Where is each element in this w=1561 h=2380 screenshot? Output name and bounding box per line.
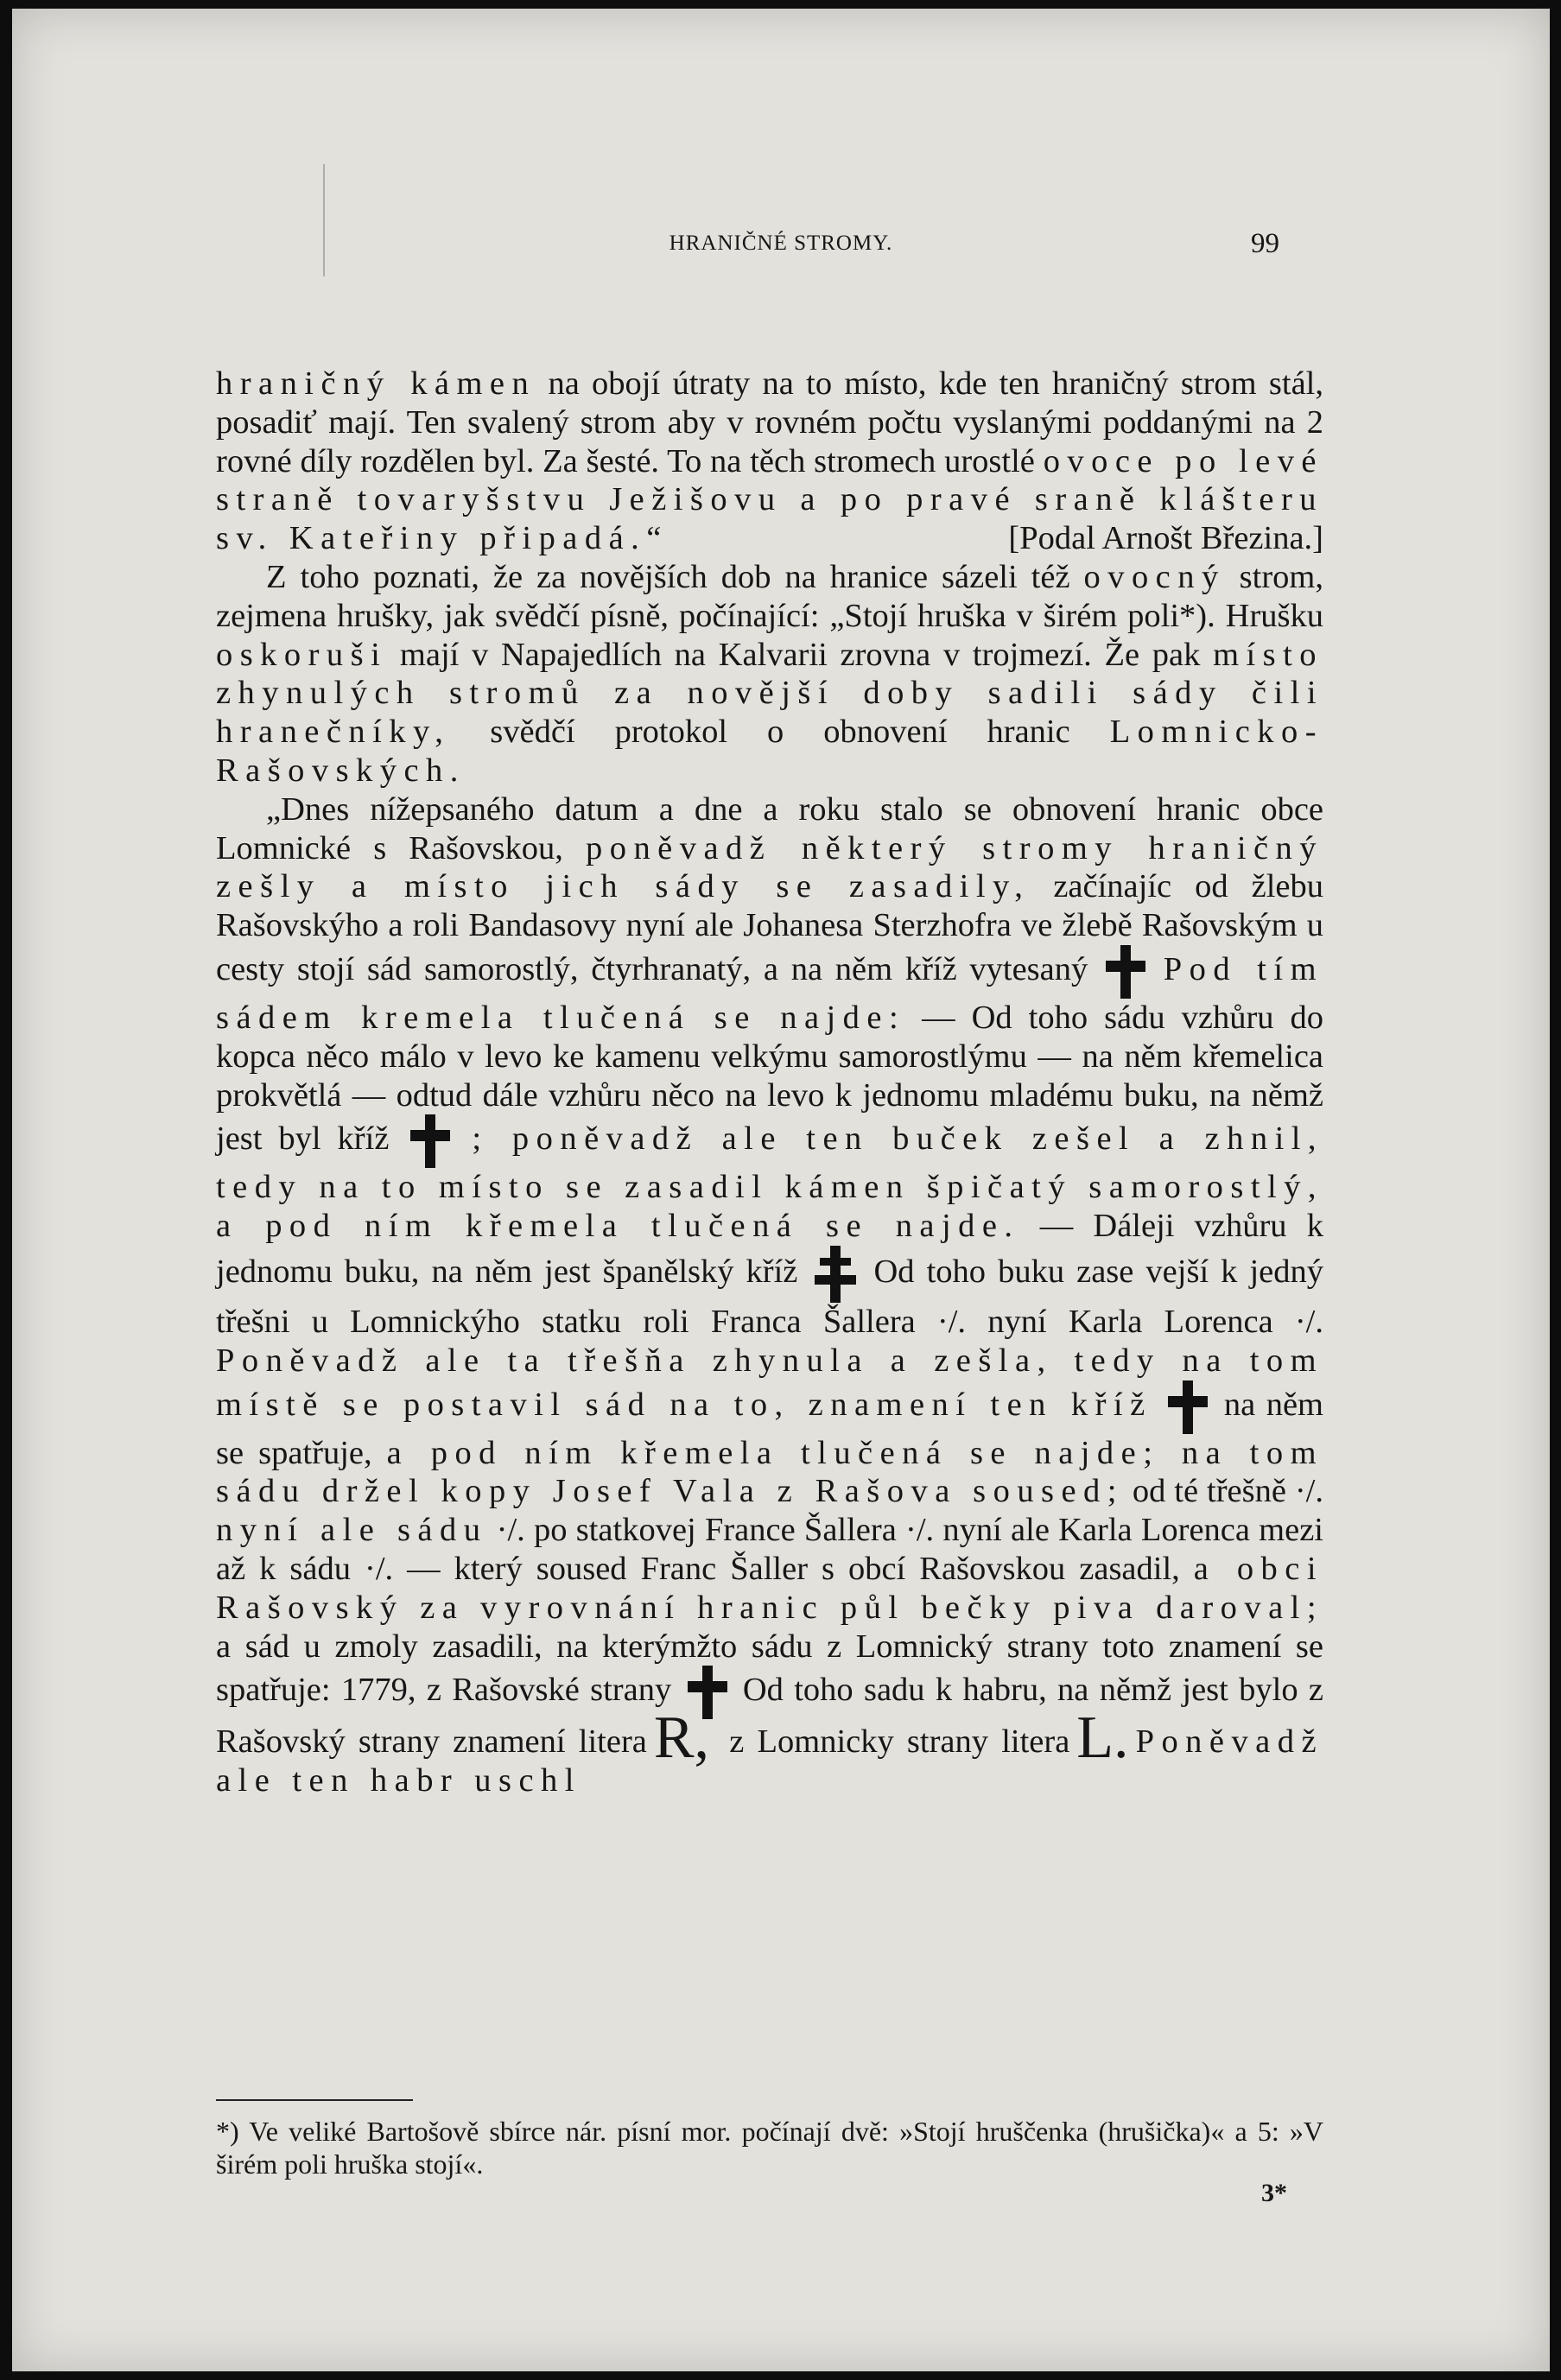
cross-symbol [410, 1114, 450, 1168]
signature-mark: 3* [1261, 2179, 1287, 2207]
cross-symbol [1168, 1380, 1208, 1434]
text-run: Od toho sadu k habru, na němž jest bylo z Rašovský strany znamení litera [216, 1672, 1324, 1761]
spaced-text: nyní ale sádu [216, 1512, 488, 1549]
main-text [216, 365, 1323, 1800]
paragraph-2 [216, 558, 1323, 790]
spaced-text: místo zhynulých stromů za novější doby sadili sády čili hranečníky, [216, 636, 1323, 751]
text-run: — Od toho sádu vzhůru do kopca něco málo v levo ke kamenu velkýmu samorostlýmu — na něm křemelica prokvětlá — odtud dále vzhůru něco na levo k jednomu mladému buku, na němž jest byl kříž [216, 999, 1324, 1158]
footnote: *) Ve veliké Bartošově sbírce nár. písní mor. počínají dvě: »Stojí hruščenka (hrušička)« a 5: »V širém poli hruška stojí«. [216, 2116, 1323, 2180]
spaced-text: ; poněvadž ale ten buček zešel a zhnil, tedy na to místo se zasadil kámen špičatý samorostlý, a pod ním křemela tlučená se najde. [216, 1120, 1323, 1245]
text-run: na něm se spatřuje, [216, 1386, 1324, 1471]
text-run: mají v Napajedlích na Kalvarii zrovna v trojmezí. Že pak [387, 636, 1214, 673]
text-run: svědčí protokol o obnovení hranic [450, 714, 1110, 751]
spaced-text: Lomnicko-Rašovských. [216, 714, 1323, 789]
carved-letter-r: R, [653, 1704, 710, 1772]
attribution: [Podal Arnošt Březina.] [1008, 520, 1323, 557]
spanish-cross-symbol [815, 1246, 856, 1303]
spaced-text: Poněvadž ale ten habr uschl [216, 1723, 1323, 1799]
text-run: od té třešně ·/. [1123, 1473, 1323, 1510]
spaced-text: a obci Rašovský za vyrovnání hranic půl bečky piva daroval; [216, 1550, 1323, 1626]
text-run: ·/. po statkovej France Šallera ·/. nyní ale Karla Lorenca mezi až k sádu ·/. — který soused Franc Šaller s obcí Rašovskou zasadil, [216, 1512, 1323, 1587]
paragraph-1 [216, 365, 1323, 558]
text-run: Od toho buku zase vejší k jedný třešni u Lomnickýho statku roli Franca Šallera ·/. nyní Karla Lorenca ·/. [216, 1253, 1324, 1340]
paragraph-3 [216, 790, 1323, 1800]
text-run: strom, zejmena hrušky, jak svědčí písně, počínající: „Stojí hruška v širém poli*). Hrušku [216, 558, 1323, 634]
book-page [12, 9, 1550, 2371]
spaced-text: Pod tím sádem kremela tlučená se najde: [216, 950, 1324, 1036]
text-run: z Lomnicky strany litera [716, 1723, 1070, 1761]
page-number: 99 [1251, 228, 1279, 259]
cross-symbol [1106, 945, 1145, 999]
spaced-text: a pod ním křemela tlučená se najde; na tom sádu držel kopy Josef Vala z Rašova soused; [216, 1434, 1323, 1510]
text-run: na obojí útraty na to místo, kde ten hraničný strom stál, posadiť mají. Ten svalený strom aby v rovném počtu vyslanými poddanými na 2 rovné díly rozdělen byl. Za šesté. To na těch stromech urostlé [216, 365, 1323, 479]
spaced-text: Poněvadž ale ta třešňa zhynula a zešla, tedy na tom místě se postavil sád na to, znamení ten kříž [216, 1342, 1323, 1423]
text-run: začínajíc od žlebu Rašovskýho a roli Bandasovy nyní ale Johanesa Sterzhofra ve žlebě Rašovským u cesty stojí sád samorostlý, čtyrhranatý, a na něm kříž vytesaný [216, 868, 1324, 987]
text-run: „Dnes nížepsaného datum a dne a roku stalo se obnovení hranic obce Lomnické s Rašovskou, [216, 790, 1323, 866]
scan-mark [323, 164, 325, 276]
text-run: a sád u zmoly zasadili, na kterýmžto sádu z Lomnický strany toto znamení se spatřuje: 1779, z Rašovské strany [216, 1628, 1323, 1709]
running-title: HRANIČNÉ STROMY. [669, 232, 893, 255]
text-run: Z toho poznati, že za novějších dob na hranice sázeli též [266, 558, 1084, 595]
spaced-text: poněvadž některý stromy hraničný zešly a místo jich sády se zasadily, [216, 829, 1323, 905]
spaced-text: ovoce po levé straně tovaryšstvu Ježišovu a po pravé sraně klášteru sv. Kateřiny připadá.“ [216, 442, 1323, 557]
text-run: — Dáleji vzhůru k jednomu buku, na něm jest španělský kříž [216, 1208, 1323, 1290]
footnote-rule [216, 2099, 413, 2101]
spaced-text: oskoruši [216, 636, 388, 673]
spaced-text: hraničný kámen [216, 365, 536, 402]
carved-letter-l: L. [1076, 1704, 1129, 1772]
spaced-text: ovocný [1083, 558, 1226, 595]
